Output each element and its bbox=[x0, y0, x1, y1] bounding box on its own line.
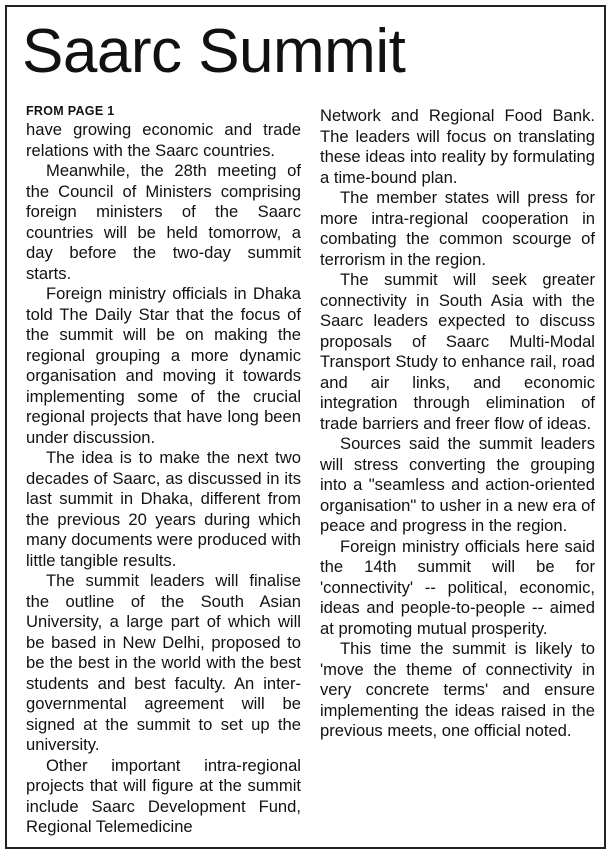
paragraph: Foreign ministry officials here said the 14th summit will be for 'connectivity' -- political, economic, ideas and people-to-people -- aimed at promoting mutual prosperity. bbox=[320, 536, 595, 638]
paragraph: Foreign ministry officials in Dhaka told The Daily Star that the focus of the summit will be on making the regional grouping a more dynamic organisation and moving it towards implementing some of the crucial regional projects that have long been under discussion. bbox=[26, 284, 301, 447]
paragraph: The summit will seek greater connectivity in South Asia with the Saarc leaders expected to discuss proposals of Saarc Multi-Modal Transport Study to enhance rail, road and air links, and economic integration through elimination of trade barriers and freer flow of ideas. bbox=[320, 270, 595, 433]
headline: Saarc Summit bbox=[22, 17, 406, 86]
paragraph: Sources said the summit leaders will stress converting the grouping into a "seamless and action-oriented organisation" to usher in a new era of peace and progress in the region. bbox=[320, 434, 595, 535]
left-column bbox=[26, 104, 301, 838]
kicker: FROM PAGE 1 bbox=[26, 104, 115, 118]
paragraph: have growing economic and trade relations with the Saarc countries. bbox=[26, 120, 301, 160]
paragraph: The summit leaders will finalise the outline of the South Asian University, a large part of which will be based in New Delhi, proposed to be the best in the world with the best students and best faculty. An inter-governmental agreement will be signed at the summit to set up the university. bbox=[26, 571, 301, 754]
paragraph: Other important intra-regional projects that will figure at the summit include Saarc Development Fund, Regional Telemedicine bbox=[26, 755, 301, 836]
paragraph: The idea is to make the next two decades of Saarc, as discussed in its last summit in Dhaka, different from the previous 20 years during which many documents were produced with little tangible results. bbox=[26, 448, 301, 570]
right-column bbox=[320, 106, 595, 742]
paragraph: The member states will press for more intra-regional cooperation in combating the common scourge of terrorism in the region. bbox=[320, 188, 595, 269]
paragraph: This time the summit is likely to 'move the theme of connectivity in very concrete terms' and ensure implementing the ideas raised in the previous meets, one official noted. bbox=[320, 639, 595, 740]
paragraph: Network and Regional Food Bank. The leaders will focus on translating these ideas into reality by formulating a time-bound plan. bbox=[320, 106, 595, 187]
paragraph: Meanwhile, the 28th meeting of the Council of Ministers comprising foreign ministers of the Saarc countries will be held tomorrow, a day before the two-day summit starts. bbox=[26, 161, 301, 283]
